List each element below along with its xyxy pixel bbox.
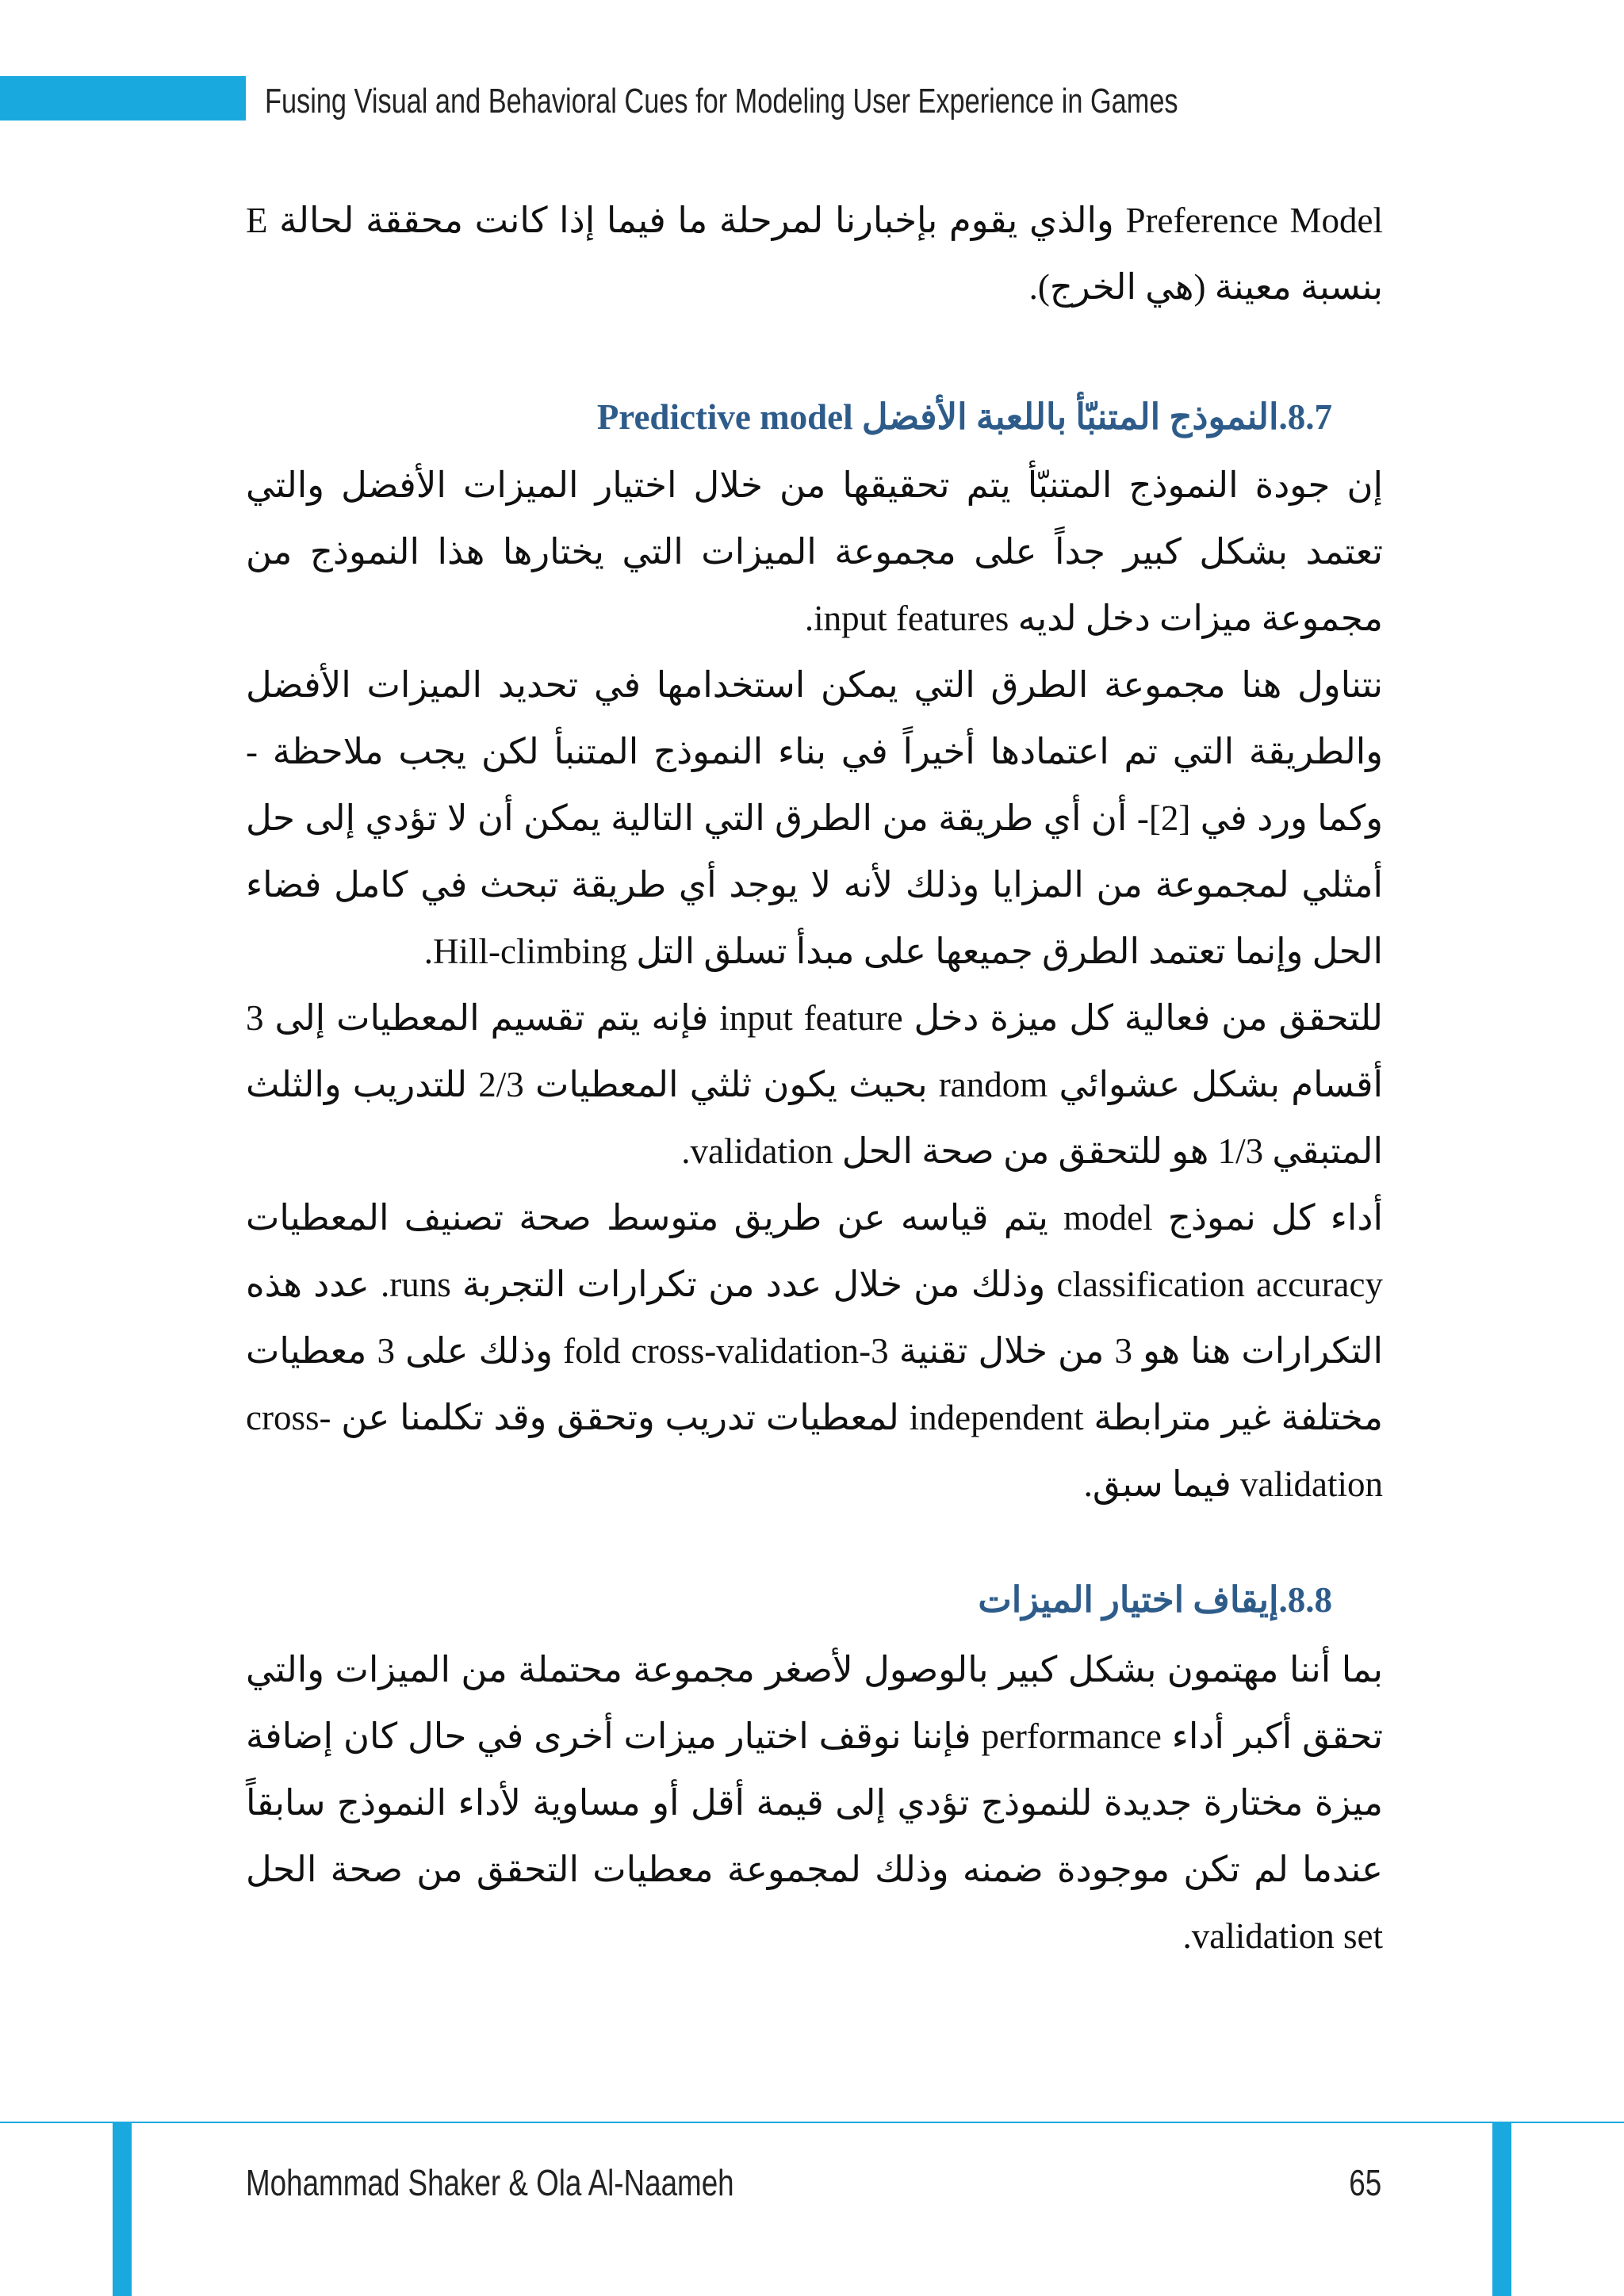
section-8-8-body <box>246 1636 1383 1969</box>
footer-authors: Mohammad Shaker & Ola Al-Naameh <box>246 2162 734 2203</box>
intro-text-block <box>246 187 1383 320</box>
footer-divider <box>0 2122 1624 2123</box>
footer-accent-bar-right <box>1492 2122 1511 2296</box>
body-paragraph: أداء كل نموذج model يتم قياسه عن طريق متوسط صحة تصنيف المعطيات classification accuracy وذلك من خلال عدد من تكرارات التجربة runs. عدد هذه التكرارات هنا هو 3 من خلال تقنية 3-fold cross-validation وذلك على 3 معطيات مختلفة غير مترابطة independent لمعطيات تدريب وتحقق وقد تكلمنا عن cross-validation فيما سبق. <box>246 1198 1383 1504</box>
section-heading-8-7: 8.7.النموذج المتنبّأ باللعبة الأفضل Predictive model <box>596 397 1332 437</box>
section-heading-8-8: 8.8.إيقاف اختيار الميزات <box>978 1580 1332 1620</box>
body-paragraph: بما أننا مهتمون بشكل كبير بالوصول لأصغر مجموعة محتملة من الميزات والتي تحقق أكبر أداء performance فإننا نوقف اختيار ميزات أخرى في حال كان إضافة ميزة مختارة جديدة للنموذج تؤدي إلى قيمة أقل أو مساوية لأداء النموذج سابقاً عندما لم تكن موجودة ضمنه وذلك لمجموعة معطيات التحقق من صحة الحل validation set. <box>246 1650 1383 1956</box>
body-paragraph: للتحقق من فعالية كل ميزة دخل input feature فإنه يتم تقسيم المعطيات إلى 3 أقسام بشكل عشوائي random بحيث يكون ثلثي المعطيات 2/3 للتدريب والثلث المتبقي 1/3 هو للتحقق من صحة الحل validation. <box>246 998 1383 1171</box>
body-paragraph: إن جودة النموذج المتنبّأ يتم تحقيقها من خلال اختيار الميزات الأفضل والتي تعتمد بشكل كبير جداً على مجموعة الميزات التي يختارها هذا النموذج من مجموعة ميزات دخل لديه input features. <box>246 465 1383 638</box>
section-8-7-body <box>246 452 1383 1517</box>
header-accent-bar <box>0 76 246 121</box>
intro-paragraph: Preference Model والذي يقوم بإخبارنا لمرحلة ما فيما إذا كانت محققة لحالة E بنسبة معينة (هي الخرج). <box>246 201 1383 307</box>
body-paragraph: نتناول هنا مجموعة الطرق التي يمكن استخدامها في تحديد الميزات الأفضل والطريقة التي تم اعتمادها أخيراً في بناء النموذج المتنبأ لكن يجب ملاحظة - وكما ورد في [2]- أن أي طريقة من الطرق التي التالية يمكن أن لا تؤدي إلى حل أمثلي لمجموعة من المزايا وذلك لأنه لا يوجد أي طريقة تبحث في كامل فضاء الحل وإنما تعتمد الطرق جميعها على مبدأ تسلق التل Hill-climbing. <box>246 665 1383 971</box>
page-number: 65 <box>1349 2162 1381 2203</box>
running-header-title: Fusing Visual and Behavioral Cues for Modeling User Experience in Games <box>265 82 1178 121</box>
footer-accent-bar-left <box>113 2122 132 2296</box>
